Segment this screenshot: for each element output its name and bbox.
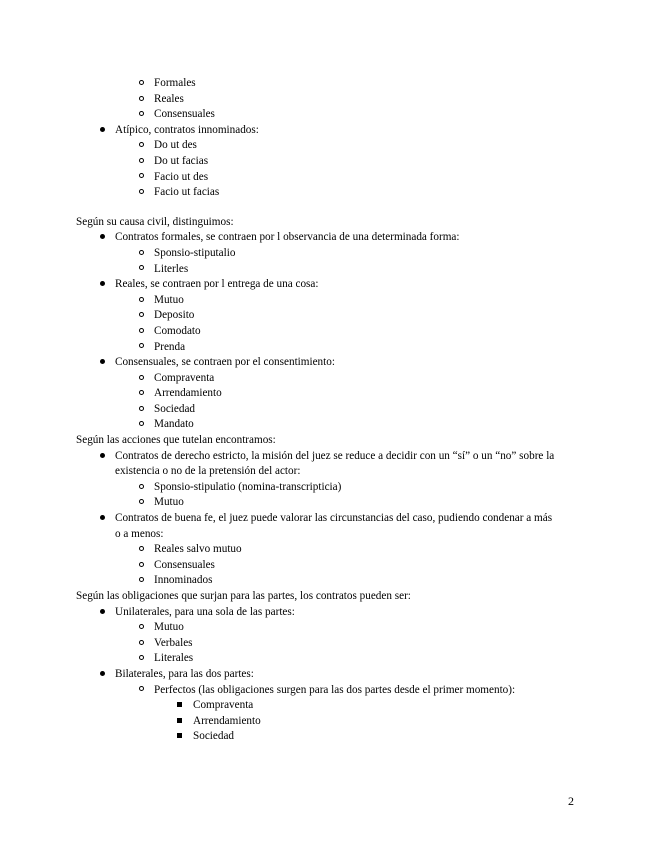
list-item-text: Facio ut des (154, 170, 209, 183)
list-item-text: Comodato (154, 324, 201, 337)
list-item-text: Verbales (154, 636, 193, 649)
circle-bullet-icon (134, 170, 148, 186)
list-item-text: Compraventa (154, 371, 215, 384)
circle-bullet-icon (134, 185, 148, 201)
list-item (76, 123, 580, 139)
dot-bullet-icon (95, 667, 109, 683)
circle-bullet-icon (134, 573, 148, 589)
list-item (76, 620, 580, 636)
list-item (76, 138, 580, 154)
list-item-text: Contratos formales, se contraen por l observancia de una determinada forma: (115, 231, 460, 244)
list-item (76, 667, 580, 683)
circle-bullet-icon (134, 138, 148, 154)
list-item-text: Bilaterales, para las dos partes: (115, 667, 254, 680)
list-item (76, 402, 580, 418)
circle-bullet-icon (134, 651, 148, 667)
list-item (76, 542, 580, 558)
list-item-text: Consensuales (154, 558, 215, 571)
section-heading: Según las obligaciones que surjan para las partes, los contratos pueden ser: (76, 590, 411, 602)
list-item-text: Prenda (154, 340, 186, 353)
list-item-text: Sponsio-stiputalio (154, 246, 236, 259)
list-item-text: Formales (154, 77, 196, 89)
list-item (76, 480, 580, 496)
list-item (76, 246, 580, 262)
list-item (76, 651, 580, 667)
list-item (76, 558, 580, 574)
list-item-continuation: o a menos: (115, 527, 164, 540)
circle-bullet-icon (134, 402, 148, 418)
list-item-text: Sociedad (154, 402, 196, 415)
circle-bullet-icon (134, 386, 148, 402)
circle-bullet-icon (134, 92, 148, 108)
list-item (76, 340, 580, 356)
list-item-text: Mutuo (154, 621, 184, 634)
document-content (76, 76, 580, 745)
dot-bullet-icon (95, 605, 109, 621)
list-item (76, 76, 580, 92)
list-item-text: Mutuo (154, 496, 184, 509)
circle-bullet-icon (134, 542, 148, 558)
list-item-text: Innominados (154, 574, 213, 587)
list-item-text: Mutuo (154, 293, 184, 306)
list-item-text: Contratos de derecho estricto, la misión del juez se reduce a decidir con un “sí” o un “no” sobre la (115, 449, 555, 462)
list-item (76, 324, 580, 340)
section-heading: Según las acciones que tutelan encontramos: (76, 434, 276, 447)
dot-bullet-icon (95, 511, 109, 527)
list-item-continuation: existencia o no de la pretensión del actor: (115, 465, 301, 478)
list-item-text: Arrendamiento (193, 714, 261, 727)
list-item-text: Reales salvo mutuo (154, 543, 242, 556)
list-item-text: Arrendamiento (154, 387, 222, 400)
list-item-text: Perfectos (las obligaciones surgen para las dos partes desde el primer momento): (154, 683, 516, 696)
list-item-text: Sociedad (193, 730, 235, 743)
list-item (76, 293, 580, 309)
circle-bullet-icon (134, 480, 148, 496)
list-item (76, 185, 580, 201)
circle-bullet-icon (134, 262, 148, 278)
circle-bullet-icon (134, 417, 148, 433)
list-item-text: Atípico, contratos innominados: (115, 123, 259, 136)
circle-bullet-icon (134, 76, 148, 92)
square-bullet-icon (172, 729, 186, 745)
page-number: 2 (568, 794, 574, 808)
circle-bullet-icon (134, 371, 148, 387)
circle-bullet-icon (134, 636, 148, 652)
dot-bullet-icon (95, 123, 109, 139)
list-item (76, 714, 580, 730)
list-item-text: Reales, se contraen por l entrega de una cosa: (115, 278, 319, 291)
section-heading: Según su causa civil, distinguimos: (76, 215, 234, 228)
circle-bullet-icon (134, 620, 148, 636)
dot-bullet-icon (95, 230, 109, 246)
list-item (76, 386, 580, 402)
list-item (76, 683, 580, 699)
list-item (76, 636, 580, 652)
list-item (76, 729, 580, 745)
list-item (76, 92, 580, 108)
list-item (76, 355, 580, 371)
circle-bullet-icon (134, 107, 148, 123)
list-item (76, 170, 580, 186)
list-item-text: Consensuales (154, 108, 215, 121)
list-item (76, 573, 580, 589)
list-item-text: Deposito (154, 309, 195, 322)
list-item (76, 262, 580, 278)
list-item (76, 154, 580, 170)
list-item-text: Contratos de buena fe, el juez puede valorar las circunstancias del caso, pudiendo condenar a más (115, 512, 553, 525)
list-item-text: Literales (154, 652, 194, 665)
list-item (76, 449, 580, 480)
paragraph-gap (76, 201, 580, 215)
list-item (76, 495, 580, 511)
circle-bullet-icon (134, 154, 148, 170)
circle-bullet-icon (134, 246, 148, 262)
circle-bullet-icon (134, 340, 148, 356)
list-item (76, 107, 580, 123)
square-bullet-icon (172, 698, 186, 714)
list-item (76, 417, 580, 433)
list-item (76, 605, 580, 621)
list-item (76, 371, 580, 387)
list-item-text: Mandato (154, 418, 194, 431)
circle-bullet-icon (134, 324, 148, 340)
circle-bullet-icon (134, 683, 148, 699)
list-item-text: Reales (154, 92, 184, 105)
list-item (76, 230, 580, 246)
list-item-text: Do ut facias (154, 154, 209, 167)
list-item (76, 277, 580, 293)
dot-bullet-icon (95, 277, 109, 293)
square-bullet-icon (172, 714, 186, 730)
list-item-text: Sponsio-stipulatio (nomina-transcripticia) (154, 480, 342, 493)
list-item-text: Unilaterales, para una sola de las partes: (115, 605, 295, 618)
list-item (76, 511, 580, 542)
list-item-text: Do ut des (154, 139, 197, 152)
dot-bullet-icon (95, 449, 109, 465)
list-item-text: Compraventa (193, 699, 254, 712)
circle-bullet-icon (134, 293, 148, 309)
list-item-text: Literles (154, 262, 189, 275)
list-item-text: Facio ut facias (154, 186, 220, 199)
list-item (76, 308, 580, 324)
circle-bullet-icon (134, 308, 148, 324)
list-item-text: Consensuales, se contraen por el consentimiento: (115, 356, 335, 369)
circle-bullet-icon (134, 495, 148, 511)
dot-bullet-icon (95, 355, 109, 371)
circle-bullet-icon (134, 558, 148, 574)
list-item (76, 698, 580, 714)
